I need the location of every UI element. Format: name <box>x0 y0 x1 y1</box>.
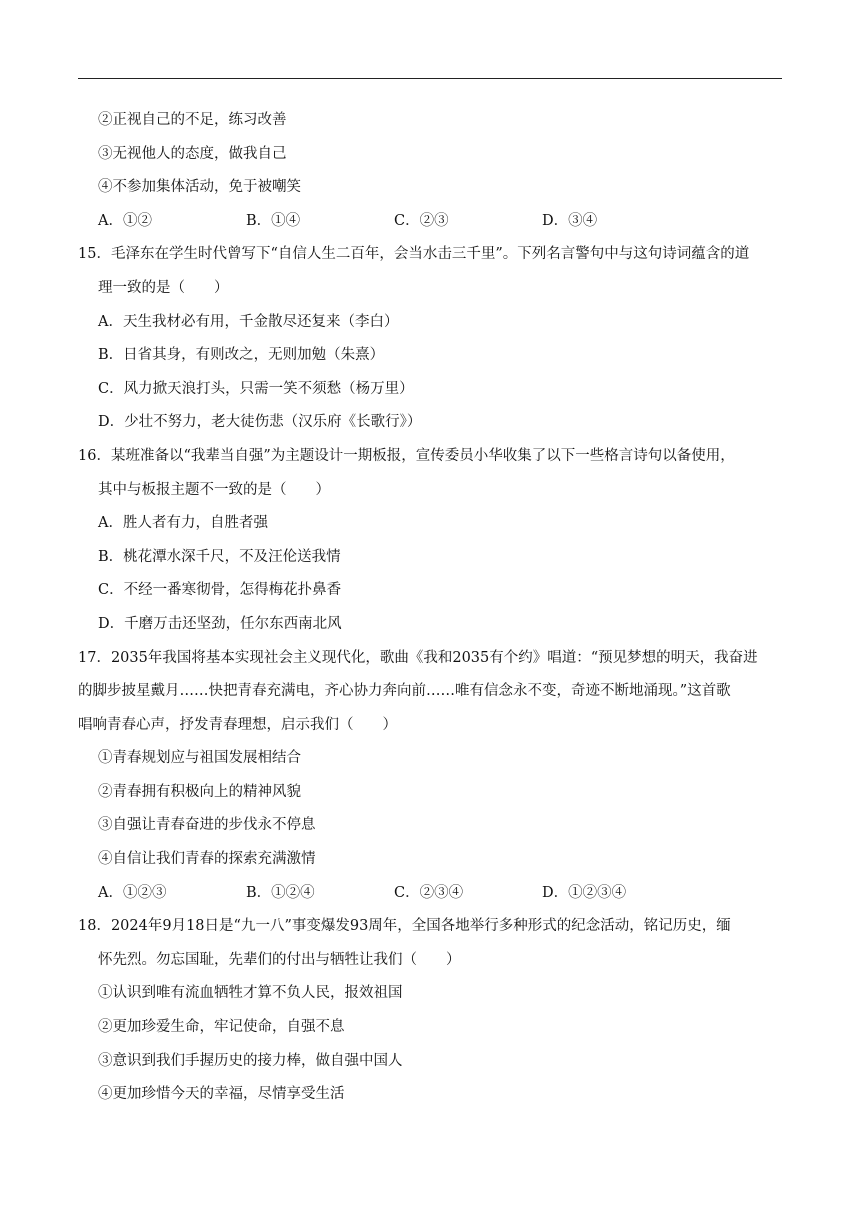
option-c: C．风力掀天浪打头，只需一笑不须愁（杨万里） <box>98 380 414 397</box>
question-stem-cont: 其中与板报主题不一致的是（ ） <box>98 481 330 498</box>
statement-2: ②更加珍爱生命，牢记使命，自强不息 <box>98 1019 345 1036</box>
option-c: C．不经一番寒彻骨，怎得梅花扑鼻香 <box>98 582 342 599</box>
option-d: D．①②③④ <box>542 884 627 901</box>
statement-2: ②正视自己的不足，练习改善 <box>98 112 287 128</box>
option-d: D．少壮不努力，老大徒伤悲（汉乐府《长歌行》） <box>98 414 422 431</box>
statement-1: ①青春规划应与祖国发展相结合 <box>98 750 301 767</box>
option-a: A．①②③ <box>98 884 167 901</box>
option-d: D．千磨万击还坚劲，任尔东西南北风 <box>98 615 342 632</box>
question-stem-cont: 怀先烈。勿忘国耻，先辈们的付出与牺牲让我们（ ） <box>98 951 461 968</box>
question-15 <box>78 238 788 440</box>
option-b: B．①④ <box>246 212 301 229</box>
question-stem-cont: 理一致的是（ ） <box>98 279 229 296</box>
answer-options-row <box>78 205 788 239</box>
option-c: C．②③ <box>394 212 449 229</box>
option-a: A．①② <box>98 212 152 229</box>
statement-1: ①认识到唯有流血牺牲才算不负人民，报效祖国 <box>98 985 403 1002</box>
statement-3: ③意识到我们手握历史的接力棒，做自强中国人 <box>98 1052 403 1069</box>
header-rule <box>78 78 782 79</box>
option-b: B．日省其身，有则改之，无则加勉（朱熹） <box>98 347 385 364</box>
option-c: C．②③④ <box>394 884 464 901</box>
statement-2: ②青春拥有积极向上的精神风貌 <box>98 783 301 800</box>
question-16 <box>78 440 788 642</box>
statement-4: ④自信让我们青春的探索充满激情 <box>98 851 316 868</box>
option-d: D．③④ <box>542 212 598 229</box>
exam-page-content <box>78 104 788 1112</box>
question-stem: 15．毛泽东在学生时代曾写下“自信人生二百年，会当水击三千里”。下列名言警句中与这句诗词蕴含的道 <box>78 246 750 263</box>
answer-options-row <box>78 877 788 911</box>
question-stem: 17．2035年我国将基本实现社会主义现代化，歌曲《我和2035有个约》唱道：“预见梦想的明天，我奋进 <box>78 649 758 666</box>
statement-3: ③自强让青春奋进的步伐永不停息 <box>98 817 316 834</box>
question-stem-cont: 唱响青春心声，抒发青春理想，启示我们（ ） <box>78 716 397 733</box>
question-14-rest <box>78 104 788 238</box>
option-b: B．桃花潭水深千尺，不及汪伦送我情 <box>98 548 341 565</box>
question-18 <box>78 910 788 1112</box>
statement-4: ④不参加集体活动，免于被嘲笑 <box>98 179 301 196</box>
question-stem: 16．某班准备以“我辈当自强”为主题设计一期板报，宣传委员小华收集了以下一些格言诗句以备使用， <box>78 447 735 464</box>
question-stem-cont: 的脚步披星戴月……快把青春充满电，齐心协力奔向前……唯有信念永不变，奇迹不断地涌现。”这首歌 <box>78 683 731 700</box>
question-17 <box>78 642 788 911</box>
question-stem: 18．2024年9月18日是“九一八”事变爆发93周年，全国各地举行多种形式的纪念活动，铭记历史，缅 <box>78 918 731 935</box>
option-b: B．①②④ <box>246 884 315 901</box>
option-a: A．胜人者有力，自胜者强 <box>98 515 268 532</box>
option-a: A．天生我材必有用，千金散尽还复来（李白） <box>98 313 399 330</box>
statement-4: ④更加珍惜今天的幸福，尽情享受生活 <box>98 1086 345 1103</box>
statement-3: ③无视他人的态度，做我自己 <box>98 145 287 162</box>
